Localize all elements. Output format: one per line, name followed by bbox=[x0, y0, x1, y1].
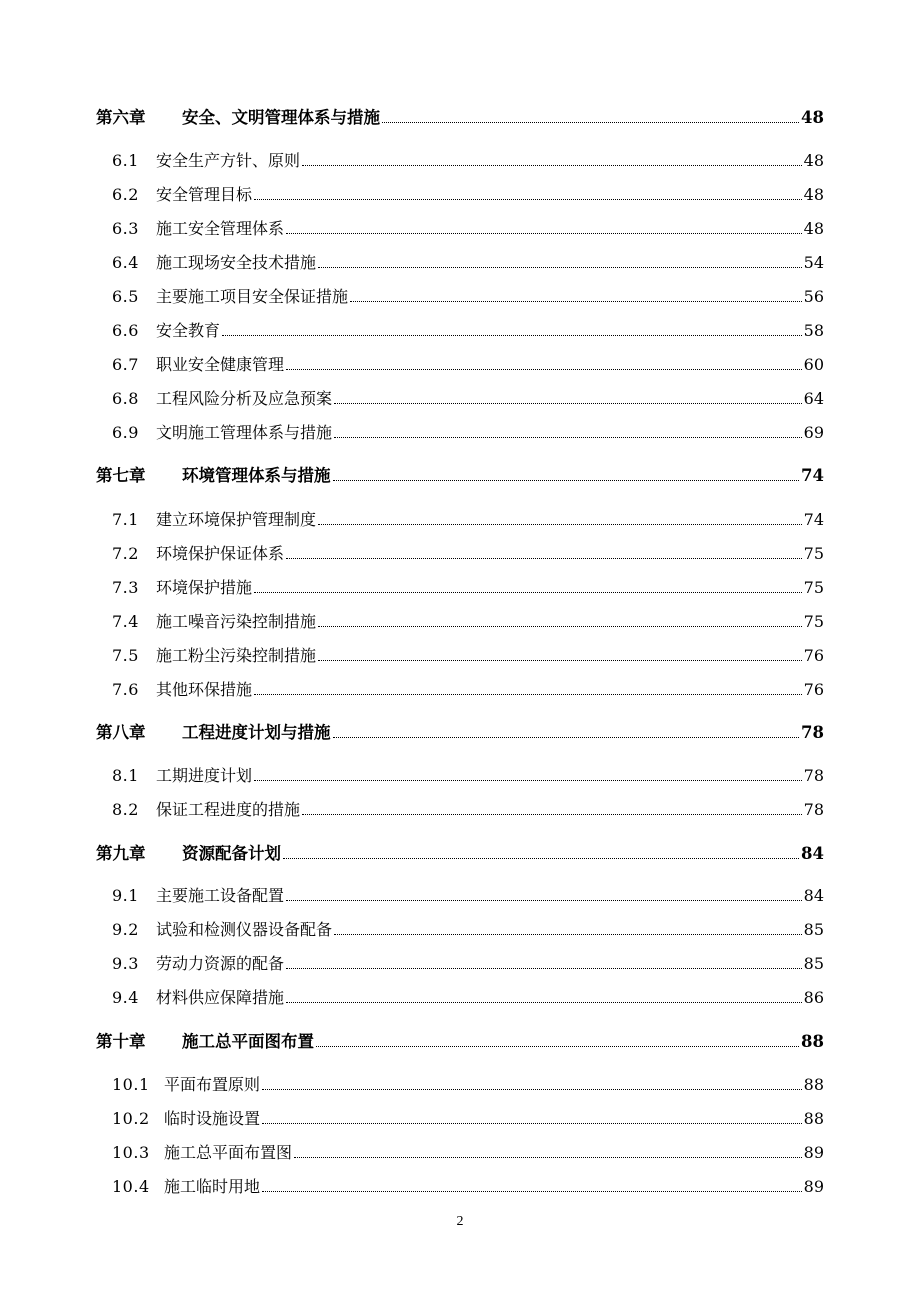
toc-section-entry[interactable] bbox=[112, 954, 824, 974]
toc-section-entry[interactable] bbox=[112, 1109, 824, 1129]
section-number: 7.4 bbox=[112, 612, 139, 631]
dot-leader bbox=[350, 301, 802, 302]
section-title: 施工临时用地 bbox=[164, 1177, 261, 1196]
toc-section-entry[interactable] bbox=[112, 1143, 824, 1163]
toc-section-entry[interactable] bbox=[112, 800, 824, 820]
section-number: 6.5 bbox=[112, 287, 139, 306]
dot-leader bbox=[254, 694, 802, 695]
toc-section-entry[interactable] bbox=[112, 680, 824, 700]
section-title: 安全管理目标 bbox=[156, 185, 253, 204]
section-number: 10.2 bbox=[112, 1109, 150, 1128]
page-number: 74 bbox=[801, 466, 824, 485]
page-number: 89 bbox=[803, 1143, 824, 1162]
toc-section-entry[interactable] bbox=[112, 766, 824, 786]
page-number: 48 bbox=[803, 151, 824, 170]
dot-leader bbox=[318, 626, 802, 627]
toc-section-entry[interactable] bbox=[112, 423, 824, 443]
chapter-title: 环境管理体系与措施 bbox=[182, 466, 331, 485]
section-title: 职业安全健康管理 bbox=[156, 355, 285, 374]
section-number: 8.2 bbox=[112, 800, 139, 819]
section-number: 7.1 bbox=[112, 510, 139, 529]
page-number: 84 bbox=[803, 886, 824, 905]
page-number: 76 bbox=[803, 680, 824, 699]
page-number: 64 bbox=[803, 389, 824, 408]
section-title: 材料供应保障措施 bbox=[156, 988, 285, 1007]
section-number: 9.4 bbox=[112, 988, 139, 1007]
page-number: 78 bbox=[803, 800, 824, 819]
section-number: 7.5 bbox=[112, 646, 139, 665]
section-number: 6.4 bbox=[112, 253, 139, 272]
dot-leader bbox=[222, 335, 802, 336]
dot-leader bbox=[318, 524, 802, 525]
page-number: 88 bbox=[801, 1032, 824, 1051]
chapter-number: 第七章 bbox=[96, 466, 146, 485]
dot-leader bbox=[254, 592, 802, 593]
page-number: 78 bbox=[803, 766, 824, 785]
dot-leader bbox=[318, 660, 802, 661]
dot-leader bbox=[302, 165, 802, 166]
section-title: 环境保护保证体系 bbox=[156, 544, 285, 563]
dot-leader bbox=[286, 233, 802, 234]
chapter-number: 第九章 bbox=[96, 844, 146, 863]
toc-section-entry[interactable] bbox=[112, 920, 824, 940]
page-number: 88 bbox=[803, 1075, 824, 1094]
page-number: 86 bbox=[803, 988, 824, 1007]
dot-leader bbox=[294, 1157, 802, 1158]
dot-leader bbox=[316, 1046, 799, 1047]
page-number: 69 bbox=[803, 423, 824, 442]
section-number: 6.8 bbox=[112, 389, 139, 408]
section-number: 6.6 bbox=[112, 321, 139, 340]
section-title: 其他环保措施 bbox=[156, 680, 253, 699]
section-title: 施工现场安全技术措施 bbox=[156, 253, 317, 272]
page-number: 76 bbox=[803, 646, 824, 665]
section-title: 施工总平面布置图 bbox=[164, 1143, 293, 1162]
toc-section-entry[interactable] bbox=[112, 988, 824, 1008]
toc-section-entry[interactable] bbox=[112, 287, 824, 307]
toc-chapter-entry[interactable] bbox=[96, 466, 824, 486]
dot-leader bbox=[334, 403, 802, 404]
page-number: 60 bbox=[803, 355, 824, 374]
page-number: 88 bbox=[803, 1109, 824, 1128]
toc-section-entry[interactable] bbox=[112, 510, 824, 530]
chapter-title: 施工总平面图布置 bbox=[182, 1032, 314, 1051]
section-title: 劳动力资源的配备 bbox=[156, 954, 285, 973]
page-number: 85 bbox=[803, 920, 824, 939]
chapter-title: 工程进度计划与措施 bbox=[182, 723, 331, 742]
toc-section-entry[interactable] bbox=[112, 253, 824, 273]
dot-leader bbox=[334, 437, 802, 438]
dot-leader bbox=[286, 558, 802, 559]
chapter-number: 第八章 bbox=[96, 723, 146, 742]
chapter-title: 安全、文明管理体系与措施 bbox=[182, 108, 380, 127]
section-title: 安全生产方针、原则 bbox=[156, 151, 301, 170]
section-number: 10.1 bbox=[112, 1075, 150, 1094]
page-number: 85 bbox=[803, 954, 824, 973]
dot-leader bbox=[382, 122, 799, 123]
dot-leader bbox=[286, 1002, 802, 1003]
toc-chapter-entry[interactable] bbox=[96, 844, 824, 864]
section-title: 施工噪音污染控制措施 bbox=[156, 612, 317, 631]
section-number: 6.2 bbox=[112, 185, 139, 204]
dot-leader bbox=[318, 267, 802, 268]
section-number: 10.3 bbox=[112, 1143, 150, 1162]
section-title: 平面布置原则 bbox=[164, 1075, 261, 1094]
toc-section-entry[interactable] bbox=[112, 646, 824, 666]
toc-chapter-entry[interactable] bbox=[96, 108, 824, 128]
page-number: 78 bbox=[801, 723, 824, 742]
section-number: 7.3 bbox=[112, 578, 139, 597]
dot-leader bbox=[262, 1089, 802, 1090]
chapter-number: 第十章 bbox=[96, 1032, 146, 1051]
section-number: 6.9 bbox=[112, 423, 139, 442]
toc-section-entry[interactable] bbox=[112, 321, 824, 341]
section-number: 8.1 bbox=[112, 766, 139, 785]
section-title: 保证工程进度的措施 bbox=[156, 800, 301, 819]
section-number: 6.7 bbox=[112, 355, 139, 374]
section-title: 安全教育 bbox=[156, 321, 221, 340]
section-title: 主要施工项目安全保证措施 bbox=[156, 287, 349, 306]
dot-leader bbox=[254, 780, 802, 781]
section-number: 10.4 bbox=[112, 1177, 150, 1196]
page-number: 48 bbox=[801, 108, 824, 127]
section-number: 9.2 bbox=[112, 920, 139, 939]
section-title: 施工安全管理体系 bbox=[156, 219, 285, 238]
toc-section-entry[interactable] bbox=[112, 886, 824, 906]
section-number: 6.1 bbox=[112, 151, 139, 170]
chapter-title: 资源配备计划 bbox=[182, 844, 281, 863]
toc-section-entry[interactable] bbox=[112, 1177, 824, 1197]
toc-section-entry[interactable] bbox=[112, 355, 824, 375]
dot-leader bbox=[283, 858, 799, 859]
section-title: 建立环境保护管理制度 bbox=[156, 510, 317, 529]
page-number: 75 bbox=[803, 578, 824, 597]
toc-chapter-entry[interactable] bbox=[96, 723, 824, 743]
toc-section-entry[interactable] bbox=[112, 544, 824, 564]
page-number: 54 bbox=[803, 253, 824, 272]
page-number: 48 bbox=[803, 185, 824, 204]
section-title: 工程风险分析及应急预案 bbox=[156, 389, 333, 408]
section-number: 7.2 bbox=[112, 544, 139, 563]
dot-leader bbox=[333, 480, 800, 481]
page-number: 75 bbox=[803, 544, 824, 563]
section-title: 环境保护措施 bbox=[156, 578, 253, 597]
dot-leader bbox=[333, 737, 800, 738]
section-title: 临时设施设置 bbox=[164, 1109, 261, 1128]
dot-leader bbox=[262, 1191, 802, 1192]
section-number: 6.3 bbox=[112, 219, 139, 238]
section-title: 工期进度计划 bbox=[156, 766, 253, 785]
page-number: 89 bbox=[803, 1177, 824, 1196]
toc-section-entry[interactable] bbox=[112, 389, 824, 409]
dot-leader bbox=[286, 900, 802, 901]
section-title: 施工粉尘污染控制措施 bbox=[156, 646, 317, 665]
toc-section-entry[interactable] bbox=[112, 1075, 824, 1095]
dot-leader bbox=[262, 1123, 802, 1124]
toc-section-entry[interactable] bbox=[112, 151, 824, 171]
dot-leader bbox=[254, 199, 802, 200]
section-title: 文明施工管理体系与措施 bbox=[156, 423, 333, 442]
page-number: 48 bbox=[803, 219, 824, 238]
section-title: 主要施工设备配置 bbox=[156, 886, 285, 905]
page-number: 74 bbox=[803, 510, 824, 529]
page-number: 84 bbox=[801, 844, 824, 863]
dot-leader bbox=[286, 968, 802, 969]
dot-leader bbox=[286, 369, 802, 370]
dot-leader bbox=[334, 934, 802, 935]
footer-page-number: 2 bbox=[456, 1214, 464, 1229]
section-number: 9.3 bbox=[112, 954, 139, 973]
dot-leader bbox=[302, 814, 802, 815]
toc-section-entry[interactable] bbox=[112, 185, 824, 205]
section-number: 7.6 bbox=[112, 680, 139, 699]
page-number: 58 bbox=[803, 321, 824, 340]
toc-section-entry[interactable] bbox=[112, 219, 824, 239]
page-number: 75 bbox=[803, 612, 824, 631]
section-number: 9.1 bbox=[112, 886, 139, 905]
page-number: 56 bbox=[803, 287, 824, 306]
toc-section-entry[interactable] bbox=[112, 612, 824, 632]
toc-section-entry[interactable] bbox=[112, 578, 824, 598]
section-title: 试验和检测仪器设备配备 bbox=[156, 920, 333, 939]
chapter-number: 第六章 bbox=[96, 108, 146, 127]
toc-chapter-entry[interactable] bbox=[96, 1032, 824, 1052]
